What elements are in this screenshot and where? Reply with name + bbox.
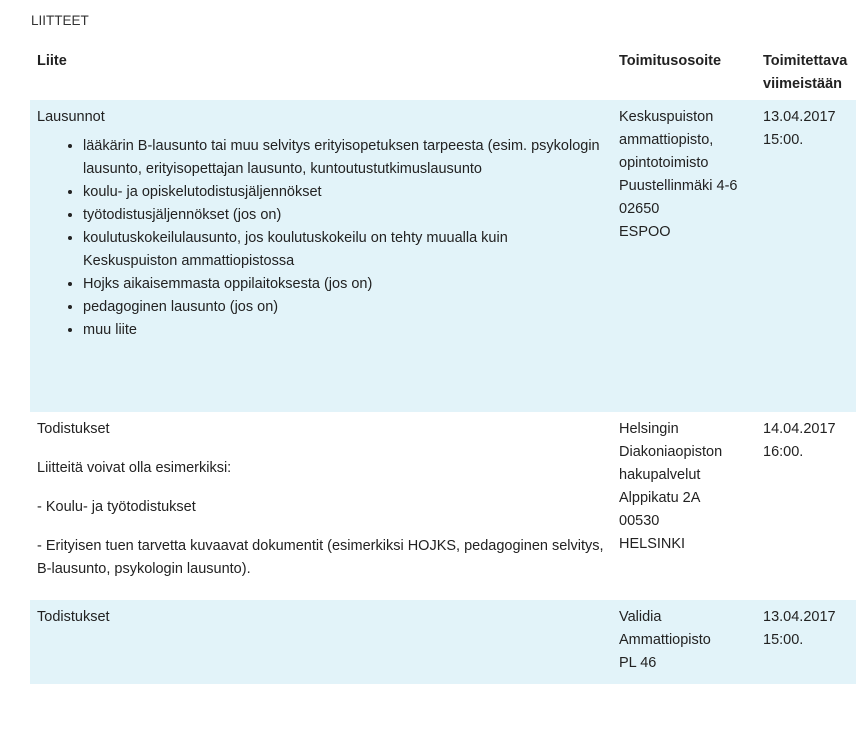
list-item: • lääkärin B-lausunto tai muu selvitys erityisopetuksen tarpeesta (esim. psykologin lausunto, erityisopettajan lausunto, kuntoutustutkimuslausunto [83,135,605,181]
address-line: Ammattiopisto [619,632,711,648]
deadline-cell [756,100,856,412]
address-line: Puustellinmäki 4-6 [619,178,738,194]
address-line: Helsingin [619,421,679,437]
attachment-paragraph: - Koulu- ja työtodistukset [37,499,196,515]
address-line: opintotoimisto [619,155,709,171]
section-title: LIITTEET [31,13,89,28]
deadline-date: 13.04.2017 [763,609,836,625]
address-cell [612,600,756,684]
list-item: • koulutuskokeilulausunto, jos koulutuskokeilu on tehty muualla kuin Keskuspuiston ammattiopistossa [83,227,605,273]
header-deadline [756,48,856,100]
deadline-time: 15:00. [763,632,804,648]
table-row [30,100,856,412]
attachment-paragraph: - Erityisen tuen tarvetta kuvaavat dokumentit (esimerkiksi HOJKS, pedagoginen selvitys, B-lausunto, psykologin lausunto). [37,538,604,577]
attachment-paragraph: Liitteitä voivat olla esimerkiksi: [37,460,232,476]
address-line: Keskuspuiston [619,109,714,125]
header-attachment: Liite [37,53,67,69]
header-deadline-line1: Toimitettava [763,53,848,69]
attachment-title: Todistukset [37,421,110,437]
attachment-title: Todistukset [37,609,110,625]
table-row [30,412,856,600]
address-line: HELSINKI [619,536,686,552]
address-cell [612,412,756,600]
address-line: ESPOO [619,224,671,240]
list-item: • muu liite [83,319,605,342]
attachment-cell [30,100,612,412]
header-address: Toimitusosoite [619,53,722,69]
attachment-cell [30,412,612,600]
address-line: Diakoniaopiston [619,444,723,460]
table-header-row [30,48,856,100]
requirement-list [37,135,605,342]
address-line: PL 46 [619,655,657,671]
address-line: Validia [619,609,662,625]
address-line: 02650 [619,201,660,217]
list-item: • koulu- ja opiskelutodistusjäljennökset [83,181,605,204]
address-line: Alppikatu 2A [619,490,701,506]
deadline-cell [756,412,856,600]
deadline-date: 13.04.2017 [763,109,836,125]
address-cell [612,100,756,412]
attachment-cell [30,600,612,684]
attachments-table [30,48,856,684]
deadline-cell [756,600,856,684]
list-item: • pedagoginen lausunto (jos on) [83,296,605,319]
list-item: • Hojks aikaisemmasta oppilaitoksesta (jos on) [83,273,605,296]
address-line: 00530 [619,513,660,529]
address-line: hakupalvelut [619,467,701,483]
deadline-date: 14.04.2017 [763,421,836,437]
deadline-time: 15:00. [763,132,804,148]
header-deadline-line2: viimeistään [763,76,842,92]
deadline-time: 16:00. [763,444,804,460]
address-line: ammattiopisto, [619,132,714,148]
table-row [30,600,856,684]
list-item: • työtodistusjäljennökset (jos on) [83,204,605,227]
attachment-title: Lausunnot [37,109,105,125]
